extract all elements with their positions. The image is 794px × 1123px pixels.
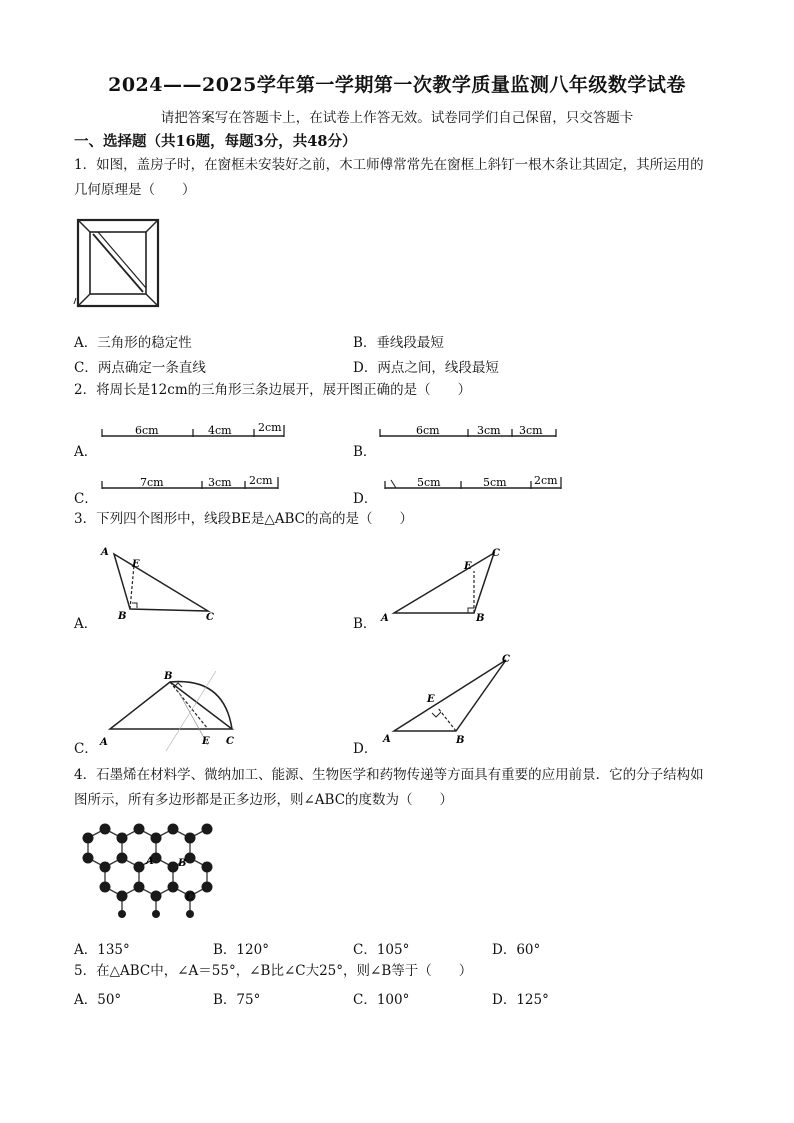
q3-b-point-b: B xyxy=(476,613,485,624)
q2-ruler-a xyxy=(102,421,292,444)
q2-c-seg1: 7cm xyxy=(140,476,164,489)
q4-option-a: A．135° xyxy=(74,942,130,958)
q2-ruler-b xyxy=(380,424,570,444)
q3-c-point-b: B xyxy=(164,671,173,682)
q2-option-d-letter: D． xyxy=(353,491,378,507)
window-frame-figure xyxy=(74,218,164,310)
q2-c-seg3: 2cm xyxy=(249,474,273,487)
q5-text: 5．在△ABC中，∠A＝55°，∠B比∠C大25°，则∠B等于（ ） xyxy=(74,963,473,979)
q4-option-c: C．105° xyxy=(353,942,410,958)
q2-a-seg3: 2cm xyxy=(258,421,282,434)
q3-d-point-c: C xyxy=(502,654,510,665)
q4-point-b: B xyxy=(178,858,187,869)
q3-figure-a xyxy=(96,545,226,625)
q2-d-seg2: 5cm xyxy=(483,476,507,489)
q4-text-line1: 4．石墨烯在材料学、微纳加工、能源、生物医学和药物传递等方面具有重要的应用前景．它的分子结构如 xyxy=(74,767,704,783)
q3-c-point-a: A xyxy=(100,737,108,748)
q1-option-b: B．垂线段最短 xyxy=(353,335,444,351)
q1-text-line1: 1．如图，盖房子时，在窗框未安装好之前，木工师傅常常先在窗框上斜钉一根木条让其固定，其所运用的 xyxy=(74,157,704,173)
q3-a-point-c: C xyxy=(206,612,214,623)
q2-option-c-letter: C． xyxy=(74,491,98,507)
q2-ruler-d xyxy=(385,476,575,496)
q3-d-point-e: E xyxy=(427,694,435,705)
q3-a-point-e: E xyxy=(132,559,140,570)
q1-option-d: D．两点之间，线段最短 xyxy=(353,360,499,376)
q3-c-point-e: E xyxy=(202,736,210,747)
q5-option-d: D．125° xyxy=(492,992,549,1008)
q2-option-a-letter: A． xyxy=(74,444,98,460)
q3-option-a-letter: A． xyxy=(74,616,98,632)
graphene-structure-figure xyxy=(70,818,230,926)
q3-option-d-letter: D． xyxy=(353,741,378,757)
q5-option-a: A．50° xyxy=(74,992,122,1008)
section-heading: 一、选择题（共16题，每题3分，共48分） xyxy=(74,133,357,150)
q3-b-point-e: E xyxy=(464,561,472,572)
q1-text-line2: 几何原理是（ ） xyxy=(74,182,196,198)
q3-d-point-b: B xyxy=(456,735,465,746)
q3-c-point-c: C xyxy=(226,736,234,747)
q3-option-c-letter: C． xyxy=(74,741,98,757)
q5-option-c: C．100° xyxy=(353,992,410,1008)
q2-ruler-c xyxy=(102,476,292,496)
q2-a-seg1: 6cm xyxy=(135,424,159,437)
q4-point-c: C xyxy=(186,892,194,903)
q1-option-c: C．两点确定一条直线 xyxy=(74,360,206,376)
q4-text-line2: 图所示，所有多边形都是正多边形，则∠ABC的度数为（ ） xyxy=(74,792,454,808)
q1-option-a: A．三角形的稳定性 xyxy=(74,335,192,351)
q2-text: 2．将周长是12cm的三角形三条边展开，展开图正确的是（ ） xyxy=(74,382,472,398)
q3-b-point-a: A xyxy=(381,613,389,624)
q3-d-point-a: A xyxy=(383,734,391,745)
q3-figure-d xyxy=(380,650,520,750)
q3-figure-b xyxy=(376,545,506,625)
q2-c-seg2: 3cm xyxy=(208,476,232,489)
exam-title: 2024——2025学年第一学期第一次教学质量监测八年级数学试卷 xyxy=(108,74,686,96)
q3-figure-c xyxy=(96,665,266,755)
q2-d-seg1: 5cm xyxy=(417,476,441,489)
q3-b-point-c: C xyxy=(492,548,500,559)
q2-b-seg1: 6cm xyxy=(416,424,440,437)
q4-point-a: A xyxy=(146,856,154,867)
q2-option-b-letter: B． xyxy=(353,444,377,460)
q5-option-b: B．75° xyxy=(213,992,261,1008)
q2-b-seg3: 3cm xyxy=(519,424,543,437)
q3-option-b-letter: B． xyxy=(353,616,377,632)
exam-notice: 请把答案写在答题卡上，在试卷上作答无效。试卷同学们自己保留，只交答题卡 xyxy=(160,110,634,126)
q3-text: 3．下列四个图形中，线段BE是△ABC的高的是（ ） xyxy=(74,511,413,527)
q3-a-point-a: A xyxy=(101,547,109,558)
q2-b-seg2: 3cm xyxy=(477,424,501,437)
q4-option-b: B．120° xyxy=(213,942,269,958)
q3-a-point-b: B xyxy=(118,611,127,622)
q2-a-seg2: 4cm xyxy=(208,424,232,437)
q2-d-seg3: 2cm xyxy=(534,474,558,487)
q4-option-d: D．60° xyxy=(492,942,541,958)
